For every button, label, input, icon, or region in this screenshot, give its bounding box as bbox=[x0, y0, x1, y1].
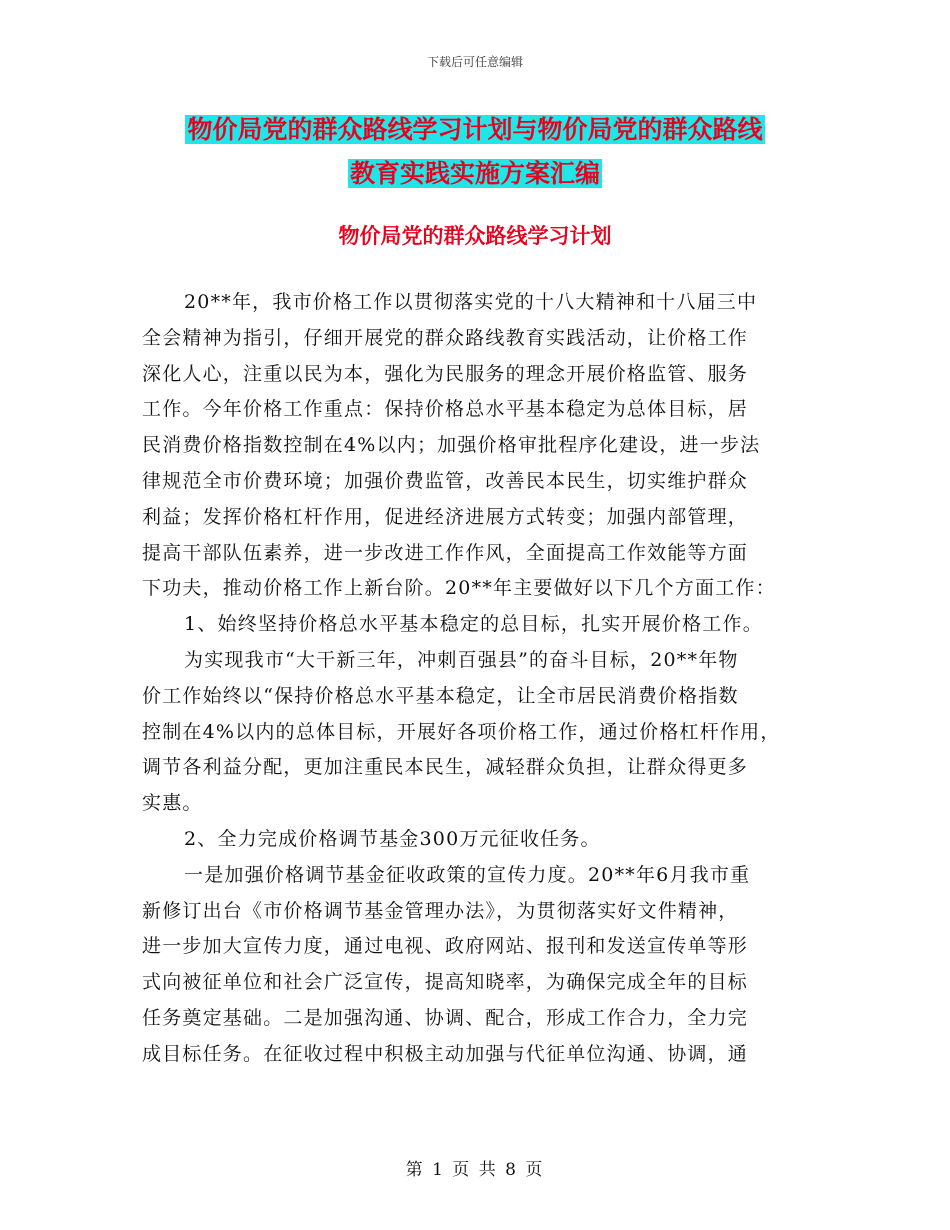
title-highlight-2: 教育实践实施方案汇编 bbox=[349, 159, 600, 188]
body-line: 1、始终坚持价格总水平基本稳定的总目标，扎实开展价格工作。 bbox=[184, 613, 763, 636]
body-line: 律规范全市价费环境；加强价费监管，改善民本民生，切实维护群众 bbox=[142, 469, 749, 492]
body-line: 利益；发挥价格杠杆作用，促进经济进展方式转变；加强内部管理， bbox=[142, 505, 749, 528]
body-line: 一是加强价格调节基金征收政策的宣传力度。20**年6月我市重 bbox=[184, 863, 751, 886]
body-line: 深化人心，注重以民为本，强化为民服务的理念开展价格监管、服务 bbox=[142, 362, 749, 385]
body-line: 实惠。 bbox=[142, 792, 203, 815]
body-line: 工作。今年价格工作重点：保持价格总水平基本稳定为总体目标，居 bbox=[142, 398, 749, 421]
body-line: 全会精神为指引，仔细开展党的群众路线教育实践活动，让价格工作 bbox=[142, 326, 749, 349]
body-line: 式向被征单位和社会广泛宣传，提高知晓率，为确保完成全年的目标 bbox=[142, 971, 749, 994]
body-line: 进一步加大宣传力度，通过电视、政府网站、报刊和发送宣传单等形 bbox=[142, 935, 749, 958]
body-line: 新修订出台《市价格调节基金管理办法》，为贯彻落实好文件精神， bbox=[142, 899, 739, 922]
body-line: 20**年，我市价格工作以贯彻落实党的十八大精神和十八届三中 bbox=[184, 291, 758, 313]
body-text bbox=[142, 285, 810, 1073]
body-line: 价工作始终以“保持价格总水平基本稳定，让全市居民消费价格指数 bbox=[142, 684, 739, 707]
header-note: 下载后可任意编辑 bbox=[426, 55, 523, 69]
body-line: 为实现我市“大干新三年，冲刺百强县”的奋斗目标，20**年物 bbox=[184, 648, 739, 671]
body-line: 提高干部队伍素养，进一步改进工作作风，全面提高工作效能等方面 bbox=[142, 541, 749, 564]
body-line: 民消费价格指数控制在4%以内；加强价格审批程序化建设，进一步法 bbox=[142, 434, 761, 457]
body-line: 调节各利益分配，更加注重民本民生，减轻群众负担，让群众得更多 bbox=[142, 756, 749, 779]
body-line: 下功夫，推动价格工作上新台阶。20**年主要做好以下几个方面工作： bbox=[142, 577, 776, 600]
page-footer: 第 1 页 共 8 页 bbox=[405, 1160, 545, 1180]
section-title: 物价局党的群众路线学习计划 bbox=[338, 223, 612, 248]
title-highlight-1: 物价局党的群众路线学习计划与物价局党的群众路线 bbox=[187, 115, 763, 144]
body-line: 控制在4%以内的总体目标，开展好各项价格工作，通过价格杠杆作用， bbox=[142, 720, 781, 743]
document-title-line-1 bbox=[0, 113, 950, 147]
body-line: 2、全力完成价格调节基金300万元征收任务。 bbox=[184, 827, 601, 850]
document-title-line-2 bbox=[0, 157, 950, 191]
body-line: 成目标任务。在征收过程中积极主动加强与代征单位沟通、协调，通 bbox=[142, 1042, 749, 1065]
body-line: 任务奠定基础。二是加强沟通、协调、配合，形成工作合力，全力完 bbox=[142, 1006, 749, 1029]
